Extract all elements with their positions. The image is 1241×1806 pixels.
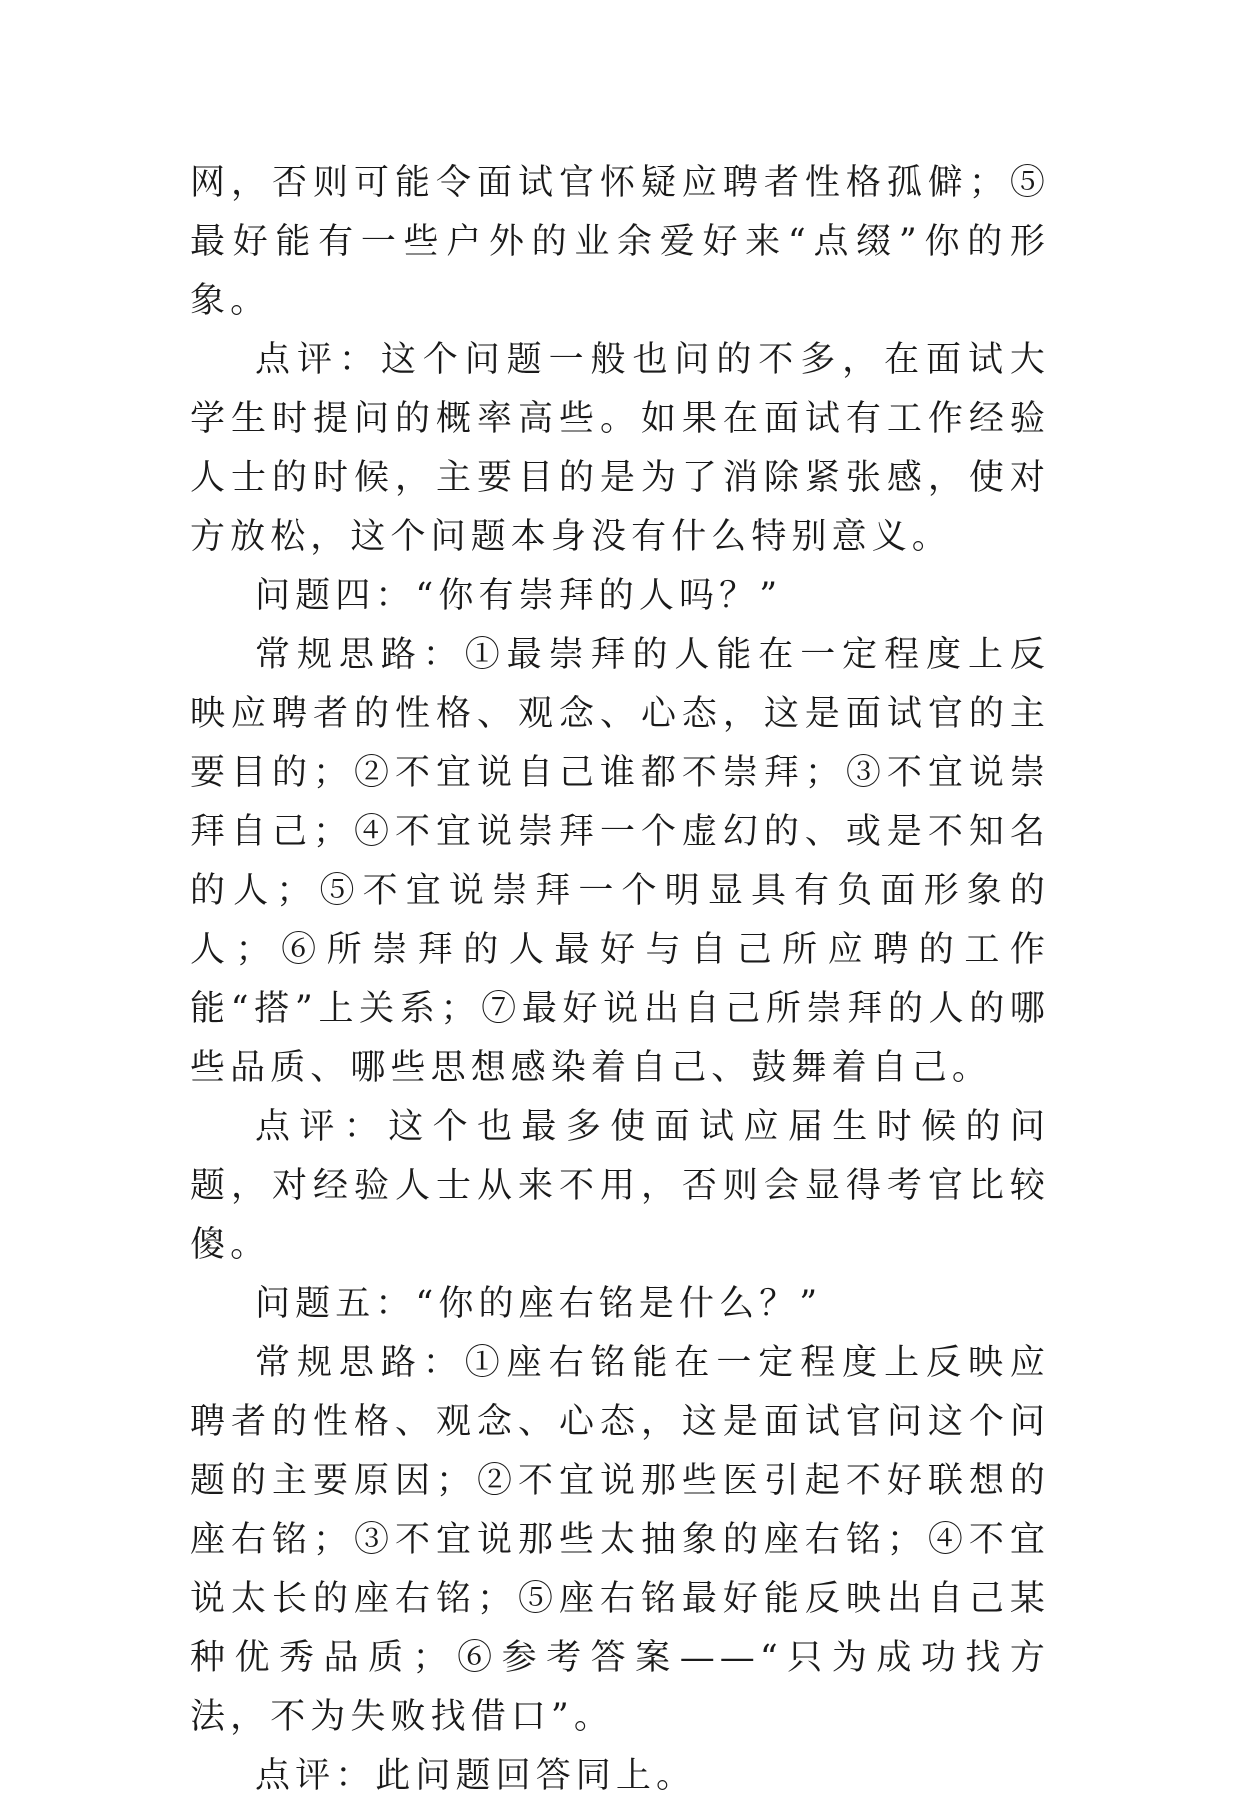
paragraph-question-five: 问题五：“你的座右铭是什么？” — [255, 1284, 823, 1324]
paragraph-continued-hobbies: 网，否则可能令面试官怀疑应聘者性格孤僻；⑤最好能有一些户外的业余爱好来“点缀”你的形象。 — [190, 163, 1050, 321]
paragraph-comment-motto: 点评：此问题回答同上。 — [255, 1756, 697, 1796]
body-text — [190, 154, 1050, 1806]
paragraph-approach-idol: 常规思路：①最崇拜的人能在一定程度上反映应聘者的性格、观念、心态，这是面试官的主要目的；②不宜说自己谁都不崇拜；③不宜说崇拜自己；④不宜说崇拜一个虚幻的、或是不知名的人；⑤不宜说崇拜一个明显具有负面形象的人；⑥所崇拜的人最好与自己所应聘的工作能“搭”上关系；⑦最好说出自己所崇拜的人的哪些品质、哪些思想感染着自己、鼓舞着自己。 — [190, 635, 1050, 1088]
paragraph-comment-hobbies: 点评：这个问题一般也问的不多，在面试大学生时提问的概率高些。如果在面试有工作经验人士的时候，主要目的是为了消除紧张感，使对方放松，这个问题本身没有什么特别意义。 — [190, 340, 1050, 557]
paragraph-approach-motto: 常规思路：①座右铭能在一定程度上反映应聘者的性格、观念、心态，这是面试官问这个问题的主要原因；②不宜说那些医引起不好联想的座右铭；③不宜说那些太抽象的座右铭；④不宜说太长的座右铭；⑤座右铭最好能反映出自己某种优秀品质；⑥参考答案——“只为成功找方法，不为失败找借口”。 — [190, 1343, 1050, 1737]
paragraph-comment-idol: 点评：这个也最多使面试应届生时候的问题，对经验人士从来不用，否则会显得考官比较傻。 — [190, 1107, 1050, 1265]
paragraph-question-four: 问题四：“你有崇拜的人吗？” — [255, 576, 783, 616]
